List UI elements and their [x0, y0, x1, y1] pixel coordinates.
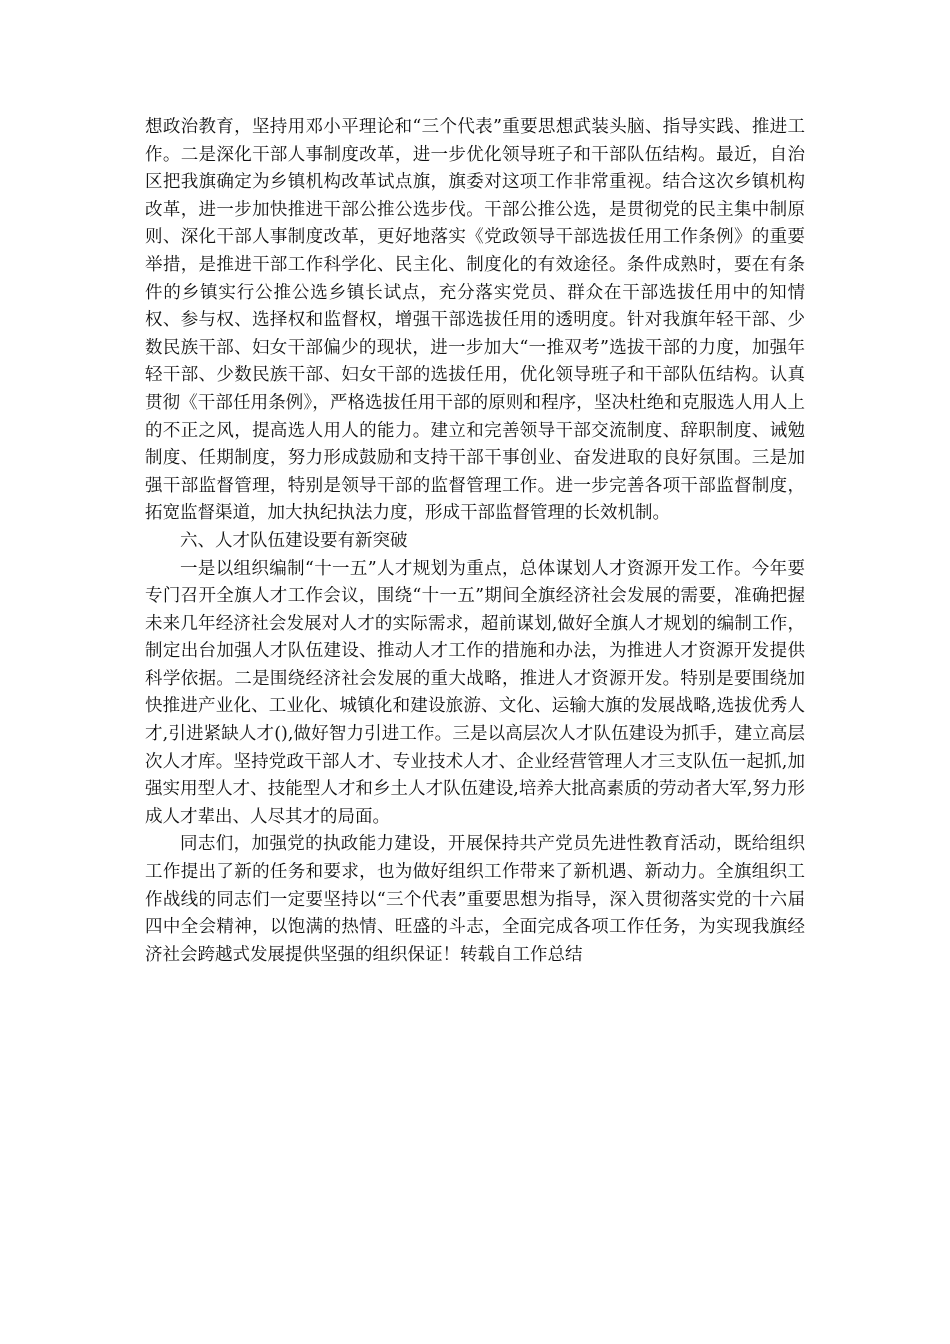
- document-page: [145, 114, 805, 969]
- paragraph-closing: 同志们，加强党的执政能力建设，开展保持共产党员先进性教育活动，既给组织工作提出了新的任务和要求，也为做好组织工作带来了新机遇、新动力。全旗组织工作战线的同志们一定要坚持以“三个代表”重要思想为指导，深入贯彻落实党的十六届四中全会精神，以饱满的热情、旺盛的斗志，全面完成各项工作任务，为实现我旗经济社会跨越式发展提供坚强的组织保证！转载自工作总结: [145, 834, 805, 965]
- paragraph-cadre-reform: 想政治教育，坚持用邓小平理论和“三个代表”重要思想武装头脑、指导实践、推进工作。二是深化干部人事制度改革，进一步优化领导班子和干部队伍结构。最近，自治区把我旗确定为乡镇机构改革试点旗，旗委对这项工作非常重视。结合这次乡镇机构改革，进一步加快推进干部公推公选步伐。干部公推公选，是贯彻党的民主集中制原则、深化干部人事制度改革，更好地落实《党政领导干部选拔任用工作条例》的重要举措，是推进干部工作科学化、民主化、制度化的有效途径。条件成熟时，要在有条件的乡镇实行公推公选乡镇长试点，充分落实党员、群众在干部选拔任用中的知情权、参与权、选择权和监督权，增强干部选拔任用的透明度。针对我旗年轻干部、少数民族干部、妇女干部偏少的现状，进一步加大“一推双考”选拔干部的力度，加强年轻干部、少数民族干部、妇女干部的选拔任用，优化领导班子和干部队伍结构。认真贯彻《干部任用条例》，严格选拔任用干部的原则和程序，坚决杜绝和克服选人用人上的不正之风，提高选人用人的能力。建立和完善领导干部交流制度、辞职制度、诫勉制度、任期制度，努力形成鼓励和支持干部干事创业、奋发进取的良好氛围。三是加强干部监督管理，特别是领导干部的监督管理工作。进一步完善各项干部监督制度，拓宽监督渠道，加大执纪执法力度，形成干部监督管理的长效机制。: [145, 117, 805, 524]
- paragraph-talent-plan: 一是以组织编制“十一五”人才规划为重点，总体谋划人才资源开发工作。今年要专门召开全旗人才工作会议，围绕“十一五”期间全旗经济社会发展的需要，准确把握未来几年经济社会发展对人才的实际需求，超前谋划,做好全旗人才规划的编制工作，制定出台加强人才队伍建设、推动人才工作的措施和办法，为推进人才资源开发提供科学依据。二是围绕经济社会发展的重大战略，推进人才资源开发。特别是要围绕加快推进产业化、工业化、城镇化和建设旅游、文化、运输大旗的发展战略,选拔优秀人才,引进紧缺人才(),做好智力引进工作。三是以高层次人才队伍建设为抓手，建立高层次人才库。坚持党政干部人才、专业技术人才、企业经营管理人才三支队伍一起抓,加强实用型人才、技能型人才和乡土人才队伍建设,培养大批高素质的劳动者大军,努力形成人才辈出、人尽其才的局面。: [145, 558, 805, 827]
- section-heading-talent: 六、人才队伍建设要有新突破: [180, 530, 408, 551]
